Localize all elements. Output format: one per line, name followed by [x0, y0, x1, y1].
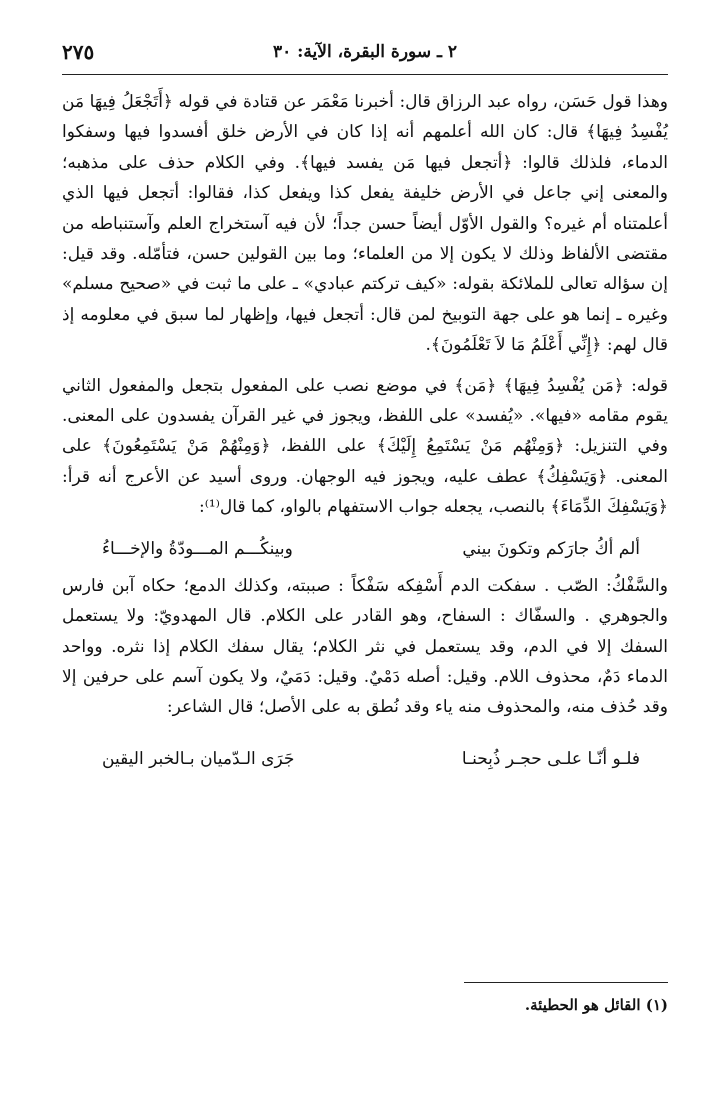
page-number: ٢٧٥ — [62, 40, 95, 64]
footnote: (١) القائل هو الحطيئة. — [524, 996, 668, 1014]
poem-verse-1-second-hemistich: وبينكُـــم المـــودّةُ والإخـــاءُ — [102, 538, 293, 559]
poem-verse-1-first-hemistich: ألم أكُ جارَكم وتكونَ بيني — [462, 538, 640, 559]
commentary-paragraph-1: وهذا قول حَسَن، رواه عبد الرزاق قال: أخبرنا مَعْمَر عن قتادة في قوله ﴿أَتَجْعَلُ فِيهَا مَن يُفْسِدُ فِيهَا﴾ قال: كان الله أعلمهم أنه إذا كان في الأرض خلق أفسدوا فيها وسفكوا الدماء، فلذلك قالوا: ﴿أتجعل فيها مَن يفسد فيها﴾. وفي الكلام حذف على مذهبه؛ والمعنى إني جاعل في الأرض خليفة يفعل كذا ويفعل كذا، فقالوا: أتجعل فيها الذي أعلمتناه أم غيره؟ والقول الأوّل أيضاً حسن جداً؛ لأن فيه آستخراج العلم وآستنباطه من مقتضى الألفاظ وذلك لا يكون إلا من العلماء؛ وما بين القولين حسن، فتأمّله. وقد قيل: إن سؤاله تعالى للملائكة بقوله: «كيف تركتم عبادي» ـ على ما ثبت في «صحيح مسلم» وغيره ـ إنما هو على جهة التوبيخ لمن قال: أتجعل فيها، وإظهار لما سبق في معلومه إذ قال لهم: ﴿إِنِّي أَعْلَمُ مَا لاَ تَعْلَمُونَ﴾. — [62, 92, 668, 356]
running-title: ٢ ـ سورة البقرة، الآية: ٣٠ — [272, 42, 458, 62]
poem-verse-2-first-hemistich: فلـو أنّـا علـى حجـر ذُبِحنـا — [461, 748, 640, 769]
book-page — [62, 38, 668, 1068]
commentary-paragraph-3: والسَّفْكُ: الصّب . سفكت الدم أَسْفِكه سَفْكاً : صببته، وكذلك الدمع؛ حكاه آبن فارس والجوهري . والسفّاك : السفاح، وهو القادر على الكلام. قال المهدويّ: ولا يستعمل السفك إلا في الدم، وقد يستعمل في نثر الكلام؛ يقال سفك الكلام إذا نثره. وواحد الدماء دَمٌ، محذوف اللام. وقيل: أصله دَمْيٌ. وقيل: دَمَيٌ، ولا يكون آسم على حرفين إلا وقد حُذف منه، والمحذوف منه ياء وقد نُطق به على الأصل؛ قال الشاعر: — [62, 575, 668, 718]
poem-verse-1 — [62, 527, 668, 571]
poem-verse-2-second-hemistich: جَرَى الـدّميان بـالخبر اليقين — [102, 748, 295, 769]
footnote-separator — [464, 982, 668, 983]
poem-verse-2 — [62, 737, 668, 781]
page-header — [62, 38, 668, 75]
commentary-paragraph-2: قوله: ﴿مَن يُفْسِدُ فِيهَا﴾ ﴿مَن﴾ في موضع نصب على المفعول بتجعل والمفعول الثاني يقوم مقامه «فيها». «يُفسد» على اللفظ، ويجوز في غير القرآن يفسدون على المعنى. وفي التنزيل: ﴿وَمِنْهُم مَنْ يَسْتَمِعُ إِلَيْكَ﴾ على اللفظ، ﴿وَمِنْهُمْ مَنْ يَسْتَمِعُونَ﴾ على المعنى. ﴿وَيَسْفِكُ﴾ عطف عليه، ويجوز فيه الوجهان. وروى أسيد عن الأعرج أنه قرأ: ﴿وَيَسْفِكَ الدِّمَاءَ﴾ بالنصب، يجعله جواب الاستفهام بالواو، كما قال⁽¹⁾: — [62, 375, 668, 518]
